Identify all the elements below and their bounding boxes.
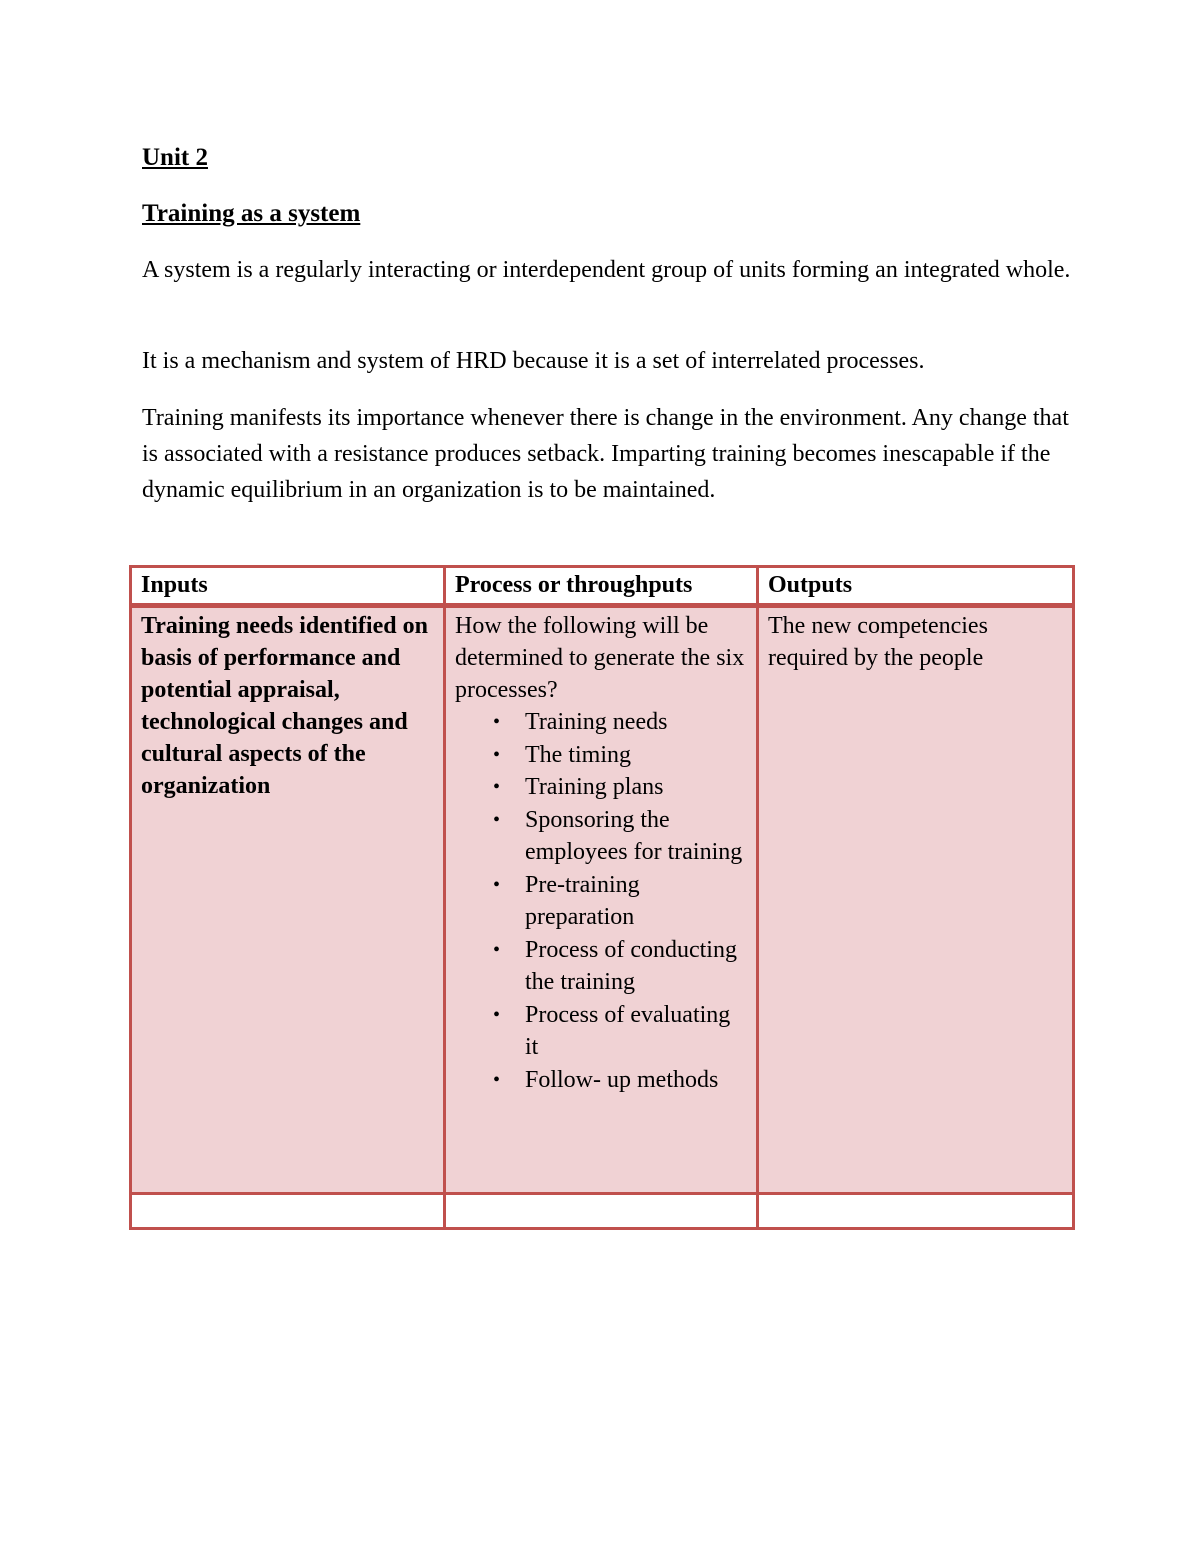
list-item: • Process of evaluating it [525, 999, 747, 1064]
bullet-icon: • [493, 743, 501, 766]
process-cell [445, 606, 758, 1194]
header-process: Process or throughputs [445, 567, 758, 606]
paragraph-system-definition: A system is a regularly interacting or interdependent group of units forming an integrated whole. [142, 257, 1071, 283]
list-item: • The timing [525, 739, 747, 772]
paragraph-training-importance: Training manifests its importance whenever there is change in the environment. Any change that is associated with a resistance produces setback. Imparting training becomes inescapable if the dynamic equilibrium in an organization is to be maintained. [142, 405, 1069, 503]
empty-cell [445, 1194, 758, 1229]
outputs-text: The new competencies required by the people [768, 613, 988, 671]
empty-cell [131, 1194, 445, 1229]
paragraph-hrd-mechanism: It is a mechanism and system of HRD because it is a set of interrelated processes. [142, 348, 925, 374]
bullet-icon: • [493, 711, 501, 733]
section-title: Training as a system [142, 200, 361, 227]
inputs-text: Training needs identified on basis of performance and potential appraisal, technological changes and cultural aspects of the organization [141, 613, 428, 799]
unit-title: Unit 2 [142, 144, 208, 171]
bullet-icon: • [493, 808, 501, 831]
header-outputs: Outputs [758, 567, 1074, 606]
list-item: • Training plans [525, 771, 747, 804]
list-item: • Pre-training preparation [525, 869, 747, 934]
bullet-icon: • [493, 1003, 501, 1026]
process-list [455, 706, 747, 1096]
outputs-cell [758, 606, 1074, 1194]
bullet-icon: • [493, 938, 501, 961]
list-item: • Follow- up methods [525, 1064, 747, 1097]
bullet-icon: • [493, 776, 501, 798]
table-empty-row [131, 1194, 1074, 1229]
process-intro: How the following will be determined to generate the six processes? [455, 613, 745, 703]
inputs-cell [131, 606, 445, 1194]
table-body-row [131, 606, 1074, 1194]
list-item: • Training needs [525, 706, 747, 739]
bullet-icon: • [493, 873, 501, 896]
bullet-icon: • [493, 1068, 501, 1091]
training-system-table [129, 565, 1075, 1230]
empty-cell [758, 1194, 1074, 1229]
header-inputs: Inputs [131, 567, 445, 606]
list-item: • Sponsoring the employees for training [525, 804, 747, 869]
table-header-row [131, 567, 1074, 606]
list-item: • Process of conducting the training [525, 934, 747, 999]
